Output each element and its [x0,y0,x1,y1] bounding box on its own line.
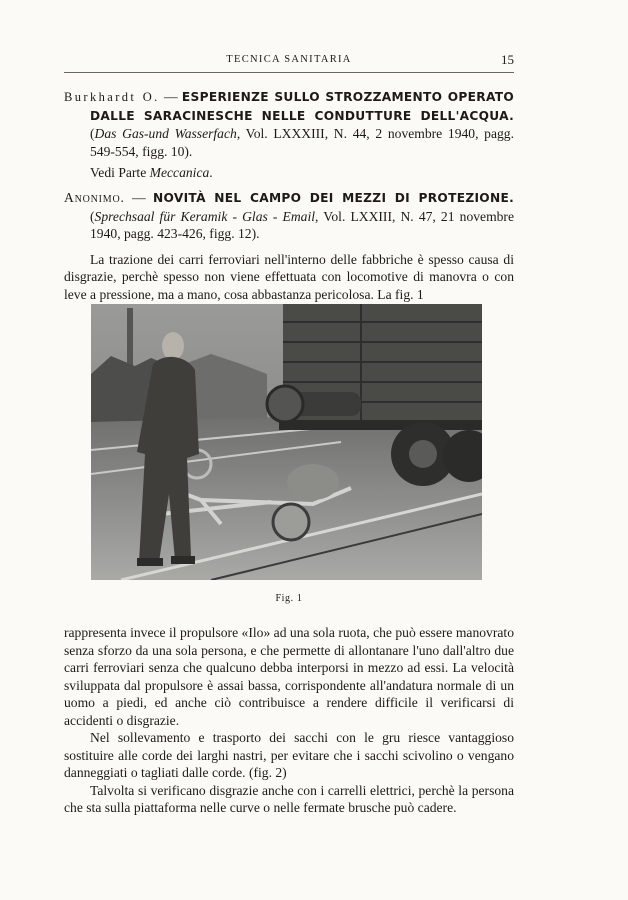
entry-2-details: , Vol. LXXIII, N. 47, 21 novembre 1940, pagg. 423-426, figg. 12). [90,208,514,241]
paragraph-2: rappresenta invece il propulsore «Ilo» ad una sola ruota, che può essere manovrato senza sforzo da una sola persona, e che permette di allontanare l'uno dall'altro due carri ferroviari senza che qualcuno debba interporsi in mezzo ad essi. La velocità sviluppata dal propulsore è assai bassa, corrispondente all'andatura normale di un uomo a piedi, ed anche ciò contribuisce a rendere difficile il verificarsi di accidenti o disgrazie. [64,625,514,728]
figure-caption: Fig. 1 [275,593,303,604]
body-continued [64,624,514,817]
paragraph-1: La trazione dei carri ferroviari nell'interno delle fabbriche è spesso causa di disgrazie, perchè spesso non viene effettuata con locomotive di manovra o con leve a pressione, ma a mano, cosa abbastanza pericolosa. La fig. 1 [64,251,514,302]
entry-2-author: Anonimo. [64,190,125,205]
entry-2-title: NOVITÀ NEL CAMPO DEI MEZZI DI PROTEZIONE. [153,191,515,205]
see-also-suffix: . [209,165,213,180]
entry-1-title: ESPERIENZE SULLO STROZZAMENTO OPERATO DALLE SARACINESCHE NELLE CONDUTTURE DELL'ACQUA. [90,90,515,123]
entry-2-open-paren: ( [90,208,95,224]
see-also-section: Meccanica [149,165,210,180]
bibliography-entry-2 [64,189,514,303]
entry-1-see-also [64,164,514,182]
photo-illustration [91,304,482,580]
page-number: 15 [501,52,514,67]
entry-2-dash: — [124,190,154,205]
figure-1-photo [91,304,482,580]
header-rule [64,72,514,73]
entry-2-citation [64,189,514,243]
entry-1-open-paren: ( [90,126,95,141]
paragraph-4: Talvolta si verificano disgrazie anche con i carrelli elettrici, perchè la persona che sta sulla piattaforma nelle curve o nelle fermate brusche può cadere. [64,782,514,815]
entry-2-journal: Sprechsaal für Keramik - Glas - Email [94,208,316,224]
propulsor-housing [287,464,339,500]
running-head: TECNICA SANITARIA [226,54,352,65]
entry-1-citation [64,88,514,160]
entry-1-dash: — [159,89,182,104]
see-also-prefix: Vedi Parte [90,165,150,180]
entry-1-journal: Das Gas-und Wasserfach [94,126,237,141]
wagon-frame [279,420,482,430]
entry-1-details: , Vol. LXXXIII, N. 44, 2 novembre 1940, pagg. 549-554, figg. 10). [90,126,514,159]
paragraph-3: Nel sollevamento e trasporto dei sacchi con le gru riesce vantaggioso sostituire alle corde dei larghi nastri, per evitare che i sacchi scivolino o vengano danneggiati o tagliati dalle corde. (fig. 2) [64,730,514,780]
buffer-plate [267,386,303,422]
propulsor-wheel [273,504,309,540]
page-header [64,52,514,68]
bibliography-entry-1 [64,88,514,182]
entry-1-author: Burkhardt O. [64,90,160,104]
